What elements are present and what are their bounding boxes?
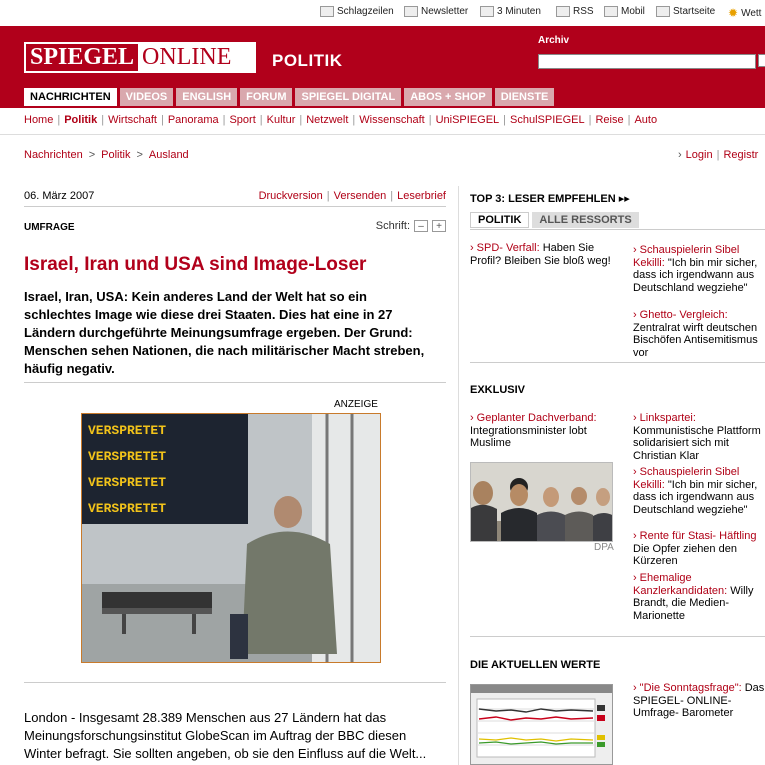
utility-bar [0, 0, 765, 26]
rss-icon [556, 6, 570, 17]
subnav-netzwelt[interactable]: Netzwelt [306, 114, 349, 126]
ad-illustration [82, 414, 381, 663]
subnav-reise[interactable]: Reise [595, 114, 624, 126]
subnav-unispiegel[interactable]: UniSPIEGEL [435, 114, 500, 126]
font-size-label: Schrift: [375, 220, 410, 232]
print-link[interactable]: Druckversion [258, 190, 323, 202]
double-arrow-icon: ▸▸ [618, 193, 630, 205]
tab-politik[interactable]: POLITIK [470, 212, 529, 228]
divider [24, 682, 446, 683]
site-header [0, 26, 765, 108]
subnav-panorama[interactable]: Panorama [167, 114, 219, 126]
exklusiv-item[interactable]: › Geplanter Dachverband: Integrationsminister lobt Muslime [470, 412, 597, 449]
exklusiv-item[interactable]: › Rente für Stasi- Häftling Die Opfer ziehen den Kürzeren [633, 530, 757, 567]
font-size-control [376, 220, 446, 232]
tab-abos-shop[interactable]: ABOS + SHOP [404, 88, 492, 106]
home-link[interactable]: Startseite [656, 6, 715, 17]
exklusiv-photo[interactable] [470, 462, 613, 542]
tab-videos[interactable]: VIDEOS [120, 88, 174, 106]
spiegel-online-logo[interactable]: SPIEGEL ONLINE [24, 42, 256, 73]
tab-forum[interactable]: FORUM [240, 88, 292, 106]
subnav-auto[interactable]: Auto [634, 114, 658, 126]
main-nav-tabs [24, 88, 554, 106]
poll-barometer-thumbnail[interactable] [470, 684, 613, 765]
werte-heading: DIE AKTUELLEN WERTE [470, 659, 601, 671]
mobile-icon [604, 6, 618, 17]
photo-credit: DPA [594, 542, 614, 553]
ad-board-line: VERSPRETET [88, 501, 167, 516]
three-minutes-icon [480, 6, 494, 17]
newsletter-link[interactable]: Newsletter [404, 6, 468, 17]
section-subnav: Home | Politik | Wirtschaft | Panorama | Sport | Kultur | Netzwelt | Wissenschaft | UniSPIEGEL | SchulSPIEGEL | Reise | Auto [0, 108, 765, 135]
top3-tabs [470, 212, 639, 228]
letter-link[interactable]: Leserbrief [397, 190, 446, 202]
article-body: London - Insgesamt 28.389 Menschen aus 27 Ländern hat das Meinungsforschungsinstitut GlobeScan im Auftrag der BBC diesen Winter befragt. Sie sollten angeben, ob sie den Einfluss auf die Welt... [24, 710, 427, 761]
top3-item[interactable]: › Schauspielerin Sibel Kekilli: "Ich bin mir sicher, dass ich irgendwann aus Deutschland wegziehe" [633, 244, 758, 294]
column-divider [458, 186, 459, 765]
divider [470, 229, 765, 230]
tab-english[interactable]: ENGLISH [176, 88, 237, 106]
divider [24, 382, 446, 383]
breadcrumb-politik[interactable]: Politik [101, 149, 131, 161]
article-meta [24, 186, 446, 207]
account-links: › Login | Registr [678, 149, 759, 161]
tab-dienste[interactable]: DIENSTE [495, 88, 555, 106]
section-title: POLITIK [272, 51, 343, 70]
rss-link[interactable]: RSS [556, 6, 594, 17]
article-headline: Israel, Iran und USA sind Image-Loser [24, 254, 367, 275]
ad-label: ANZEIGE [334, 399, 378, 410]
subnav-politik[interactable]: Politik [64, 114, 98, 126]
newsletter-icon [404, 6, 418, 17]
exklusiv-item[interactable]: › Schauspielerin Sibel Kekilli: "Ich bin mir sicher, dass ich irgendwann aus Deutschland wegziehe" [633, 466, 758, 516]
ad-board-line: VERSPRETET [88, 423, 167, 438]
photo-illustration [471, 463, 613, 542]
article-lead: Israel, Iran, USA: Kein anderes Land der Welt hat so ein schlechtes Image wie diese drei Staaten. Dies hat eine in 27 Ländern durchgeführte Meinungsumfrage ergeben. Der Grund: Menschen sehen Nationen, die nach militärischer Macht streben, häufig negativ. [24, 289, 425, 376]
three-minutes-link[interactable]: 3 Minuten [480, 6, 541, 17]
divider [470, 636, 765, 637]
headlines-link[interactable]: Schlagzeilen [320, 6, 394, 17]
article-kicker: UMFRAGE [24, 222, 75, 233]
subnav-schulspiegel[interactable]: SchulSPIEGEL [510, 114, 585, 126]
subnav-home[interactable]: Home [24, 114, 54, 126]
barometer-illustration [471, 685, 612, 764]
weather-icon: ✹ [728, 6, 739, 20]
breadcrumb: Nachrichten > Politik > Ausland [24, 149, 189, 161]
tab-nachrichten[interactable]: NACHRICHTEN [24, 88, 117, 106]
archive-search-input[interactable] [538, 54, 756, 69]
exklusiv-heading: EXKLUSIV [470, 384, 526, 396]
weather-link[interactable]: ✹ Wett [728, 6, 762, 20]
ad-board-line: VERSPRETET [88, 449, 167, 464]
subnav-kultur[interactable]: Kultur [266, 114, 296, 126]
subnav-sport[interactable]: Sport [229, 114, 256, 126]
font-increase-button[interactable]: + [432, 220, 446, 232]
advertisement-image[interactable] [81, 413, 381, 663]
send-link[interactable]: Versenden [333, 190, 387, 202]
top3-item[interactable]: › SPD- Verfall: Haben Sie Profil? Bleiben Sie bloß weg! [470, 242, 611, 267]
tab-alle-ressorts[interactable]: ALLE RESSORTS [532, 212, 638, 228]
werte-item[interactable]: › "Die Sonntagsfrage": Das SPIEGEL- ONLINE- Umfrage- Barometer [633, 682, 765, 719]
headlines-icon [320, 6, 334, 17]
search-submit-button[interactable] [758, 54, 765, 67]
login-link[interactable]: Login [685, 149, 713, 161]
top3-heading[interactable]: TOP 3: LESER EMPFEHLEN ▸▸ [470, 193, 630, 205]
article-date: 06. März 2007 [24, 190, 95, 202]
register-link[interactable]: Registr [723, 149, 759, 161]
subnav-wissenschaft[interactable]: Wissenschaft [359, 114, 425, 126]
tab-spiegel-digital[interactable]: SPIEGEL DIGITAL [295, 88, 401, 106]
ad-board-line: VERSPRETET [88, 475, 167, 490]
subnav-wirtschaft[interactable]: Wirtschaft [108, 114, 157, 126]
divider [470, 362, 765, 363]
breadcrumb-ausland[interactable]: Ausland [148, 149, 189, 161]
exklusiv-item[interactable]: › Linkspartei: Kommunistische Plattform solidarisiert sich mit Christian Klar [633, 412, 761, 462]
breadcrumb-nachrichten[interactable]: Nachrichten [24, 149, 83, 161]
top3-item[interactable]: › Ghetto- Vergleich: Zentralrat wirft deutschen Bischöfen Antisemitismus vor [633, 309, 758, 359]
archive-label: Archiv [538, 35, 570, 46]
home-icon [656, 6, 670, 17]
article-tools: Druckversion | Versenden | Leserbrief [258, 190, 446, 202]
mobile-link[interactable]: Mobil [604, 6, 645, 17]
exklusiv-item[interactable]: › Ehemalige Kanzlerkandidaten: Willy Brandt, die Medien- Marionette [633, 572, 754, 622]
font-decrease-button[interactable]: – [414, 220, 428, 232]
